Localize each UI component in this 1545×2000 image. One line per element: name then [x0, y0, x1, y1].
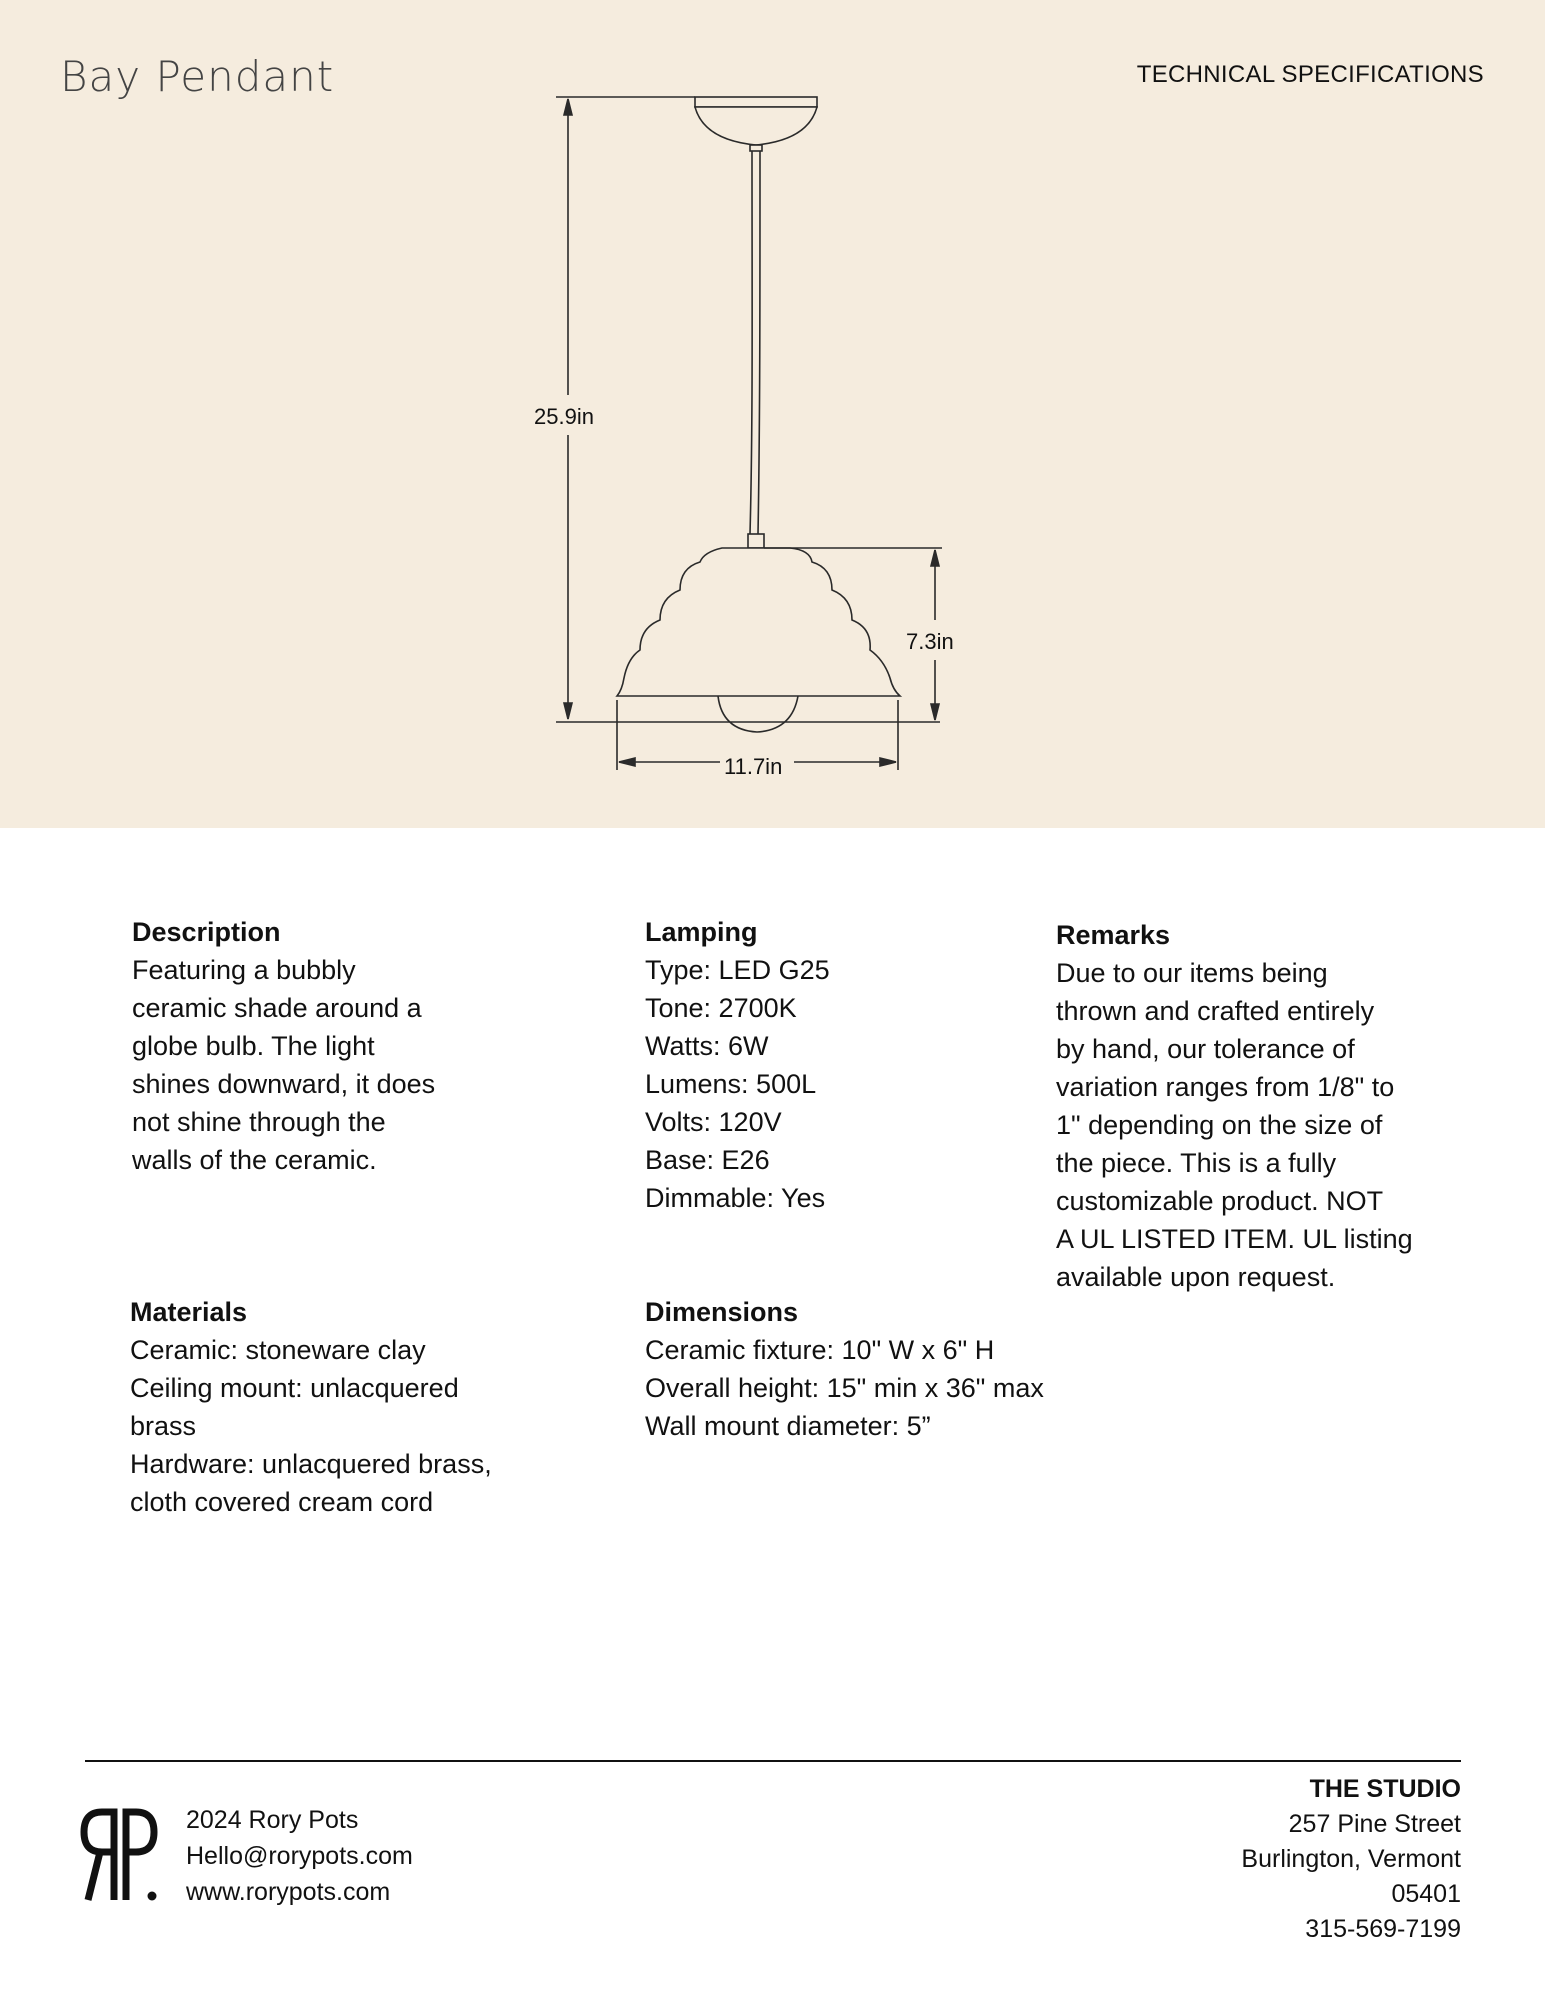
- dimensions-section: [645, 1293, 1065, 1445]
- ceramic-shade: [617, 548, 900, 696]
- lamping-lumens: Lumens: 500L: [645, 1069, 817, 1099]
- pendant-drawing: [0, 0, 1545, 828]
- dimension-overall-height: Overall height: 15" min x 36" max: [645, 1373, 1044, 1403]
- studio-city: Burlington, Vermont: [1241, 1845, 1461, 1873]
- website-link[interactable]: www.rorypots.com: [186, 1878, 391, 1906]
- description-heading: Description: [132, 917, 281, 947]
- footer-divider: [85, 1760, 1461, 1762]
- cord: [750, 151, 760, 534]
- studio-street: 257 Pine Street: [1288, 1810, 1461, 1838]
- ceiling-canopy: [695, 97, 817, 151]
- studio-address: [1241, 1772, 1461, 1947]
- spec-heading: TECHNICAL SPECIFICATIONS: [1136, 61, 1484, 88]
- materials-section: [130, 1293, 550, 1521]
- remarks-heading: Remarks: [1056, 920, 1171, 950]
- dimensions-heading: Dimensions: [645, 1297, 799, 1327]
- materials-text: Ceramic: stoneware clay Ceiling mount: unlacquered brass Hardware: unlacquered brass, cloth covered cream cord: [130, 1335, 492, 1517]
- overall-height-label: 25.9in: [534, 404, 594, 429]
- socket: [748, 534, 764, 548]
- lamping-heading: Lamping: [645, 917, 758, 947]
- globe-bulb: [718, 696, 798, 732]
- dimension-wall-mount: Wall mount diameter: 5”: [645, 1411, 931, 1441]
- description-text: Featuring a bubbly ceramic shade around a globe bulb. The light shines downward, it does not shine through the walls of the ceramic.: [132, 955, 436, 1175]
- hero-panel: [0, 0, 1545, 828]
- shade-height-label: 7.3in: [906, 629, 954, 654]
- studio-title: THE STUDIO: [1309, 1775, 1461, 1803]
- studio-zip: 05401: [1391, 1880, 1461, 1908]
- remarks-section: [1056, 916, 1476, 1296]
- contact-info: [186, 1802, 413, 1910]
- lamping-volts: Volts: 120V: [645, 1107, 782, 1137]
- lamping-base: Base: E26: [645, 1145, 770, 1175]
- lamping-watts: Watts: 6W: [645, 1031, 769, 1061]
- lamping-tone: Tone: 2700K: [645, 993, 797, 1023]
- lamping-section: [645, 913, 1005, 1217]
- product-title: Bay Pendant: [60, 52, 335, 101]
- studio-phone[interactable]: 315-569-7199: [1305, 1915, 1461, 1943]
- email-link[interactable]: Hello@rorypots.com: [186, 1842, 413, 1870]
- materials-heading: Materials: [130, 1297, 248, 1327]
- rory-pots-logo: [80, 1806, 160, 1906]
- lamping-type: Type: LED G25: [645, 955, 830, 985]
- copyright-text: 2024 Rory Pots: [186, 1806, 359, 1834]
- remarks-text: Due to our items being thrown and crafted entirely by hand, our tolerance of variation ranges from 1/8" to 1" depending on the size of the piece. This is a fully customizable product. NOT A UL LISTED ITEM. UL listing available upon request.: [1056, 958, 1413, 1292]
- shade-width-label: 11.7in: [724, 754, 783, 779]
- description-section: [132, 913, 512, 1179]
- lamping-dimmable: Dimmable: Yes: [645, 1183, 826, 1213]
- dimension-ceramic-fixture: Ceramic fixture: 10" W x 6" H: [645, 1335, 995, 1365]
